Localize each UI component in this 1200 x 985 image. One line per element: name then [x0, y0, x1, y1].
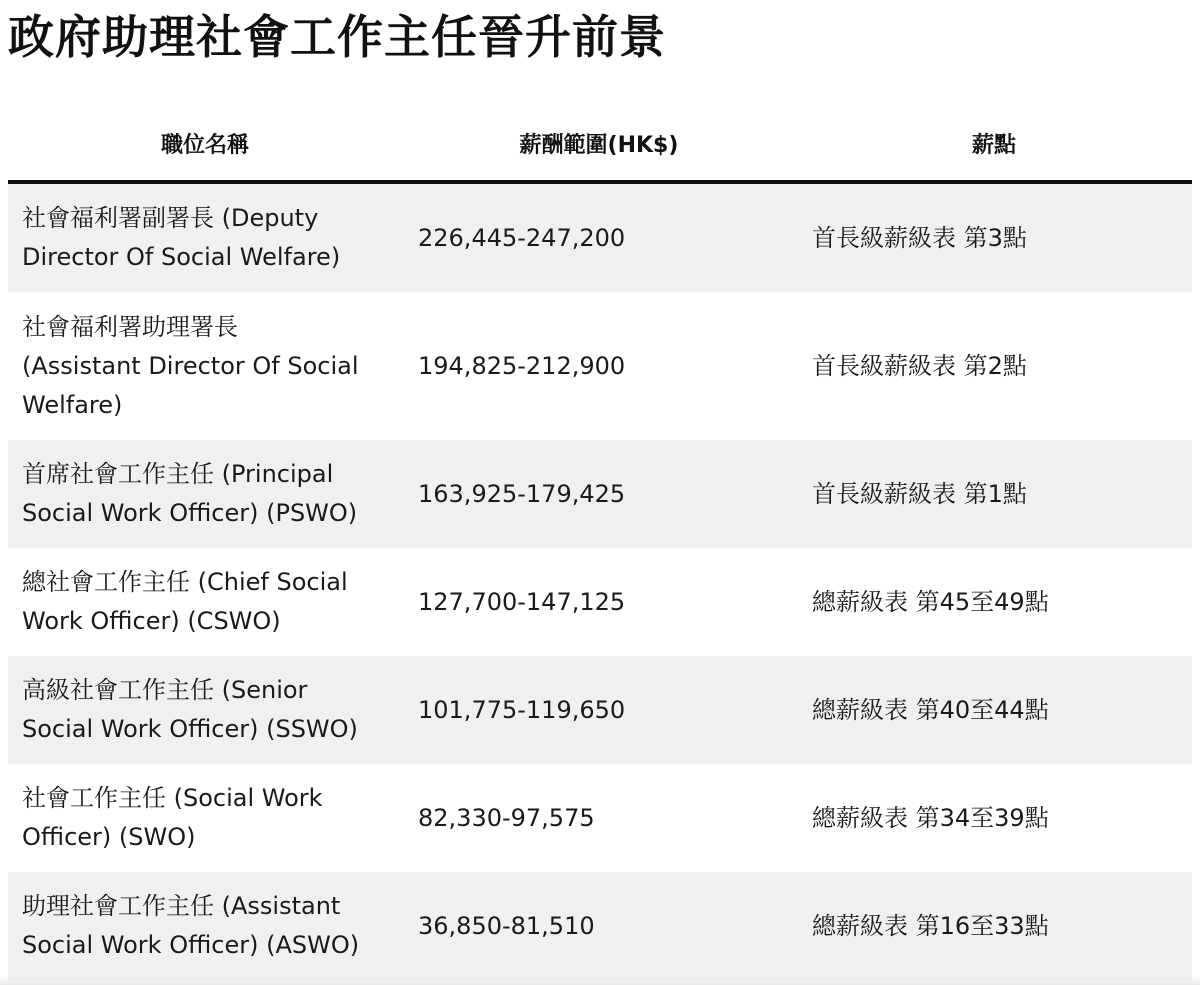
position-title-line: 社會工作主任 (Social Work [22, 784, 323, 812]
salary-range-cell: 101,775-119,650 [402, 656, 796, 764]
position-title-line: Welfare) [22, 390, 123, 419]
position-title-line: 首席社會工作主任 (Principal [22, 460, 334, 488]
pay-point-cell: 首長級薪級表 第3點 [796, 182, 1192, 292]
promotion-table [8, 106, 1192, 980]
position-title-line: Social Work Officer) (PSWO) [22, 499, 358, 527]
salary-range-cell: 194,825-212,900 [418, 351, 626, 380]
table-row [8, 656, 1192, 764]
position-title-cell [8, 548, 402, 656]
position-title-line: 高級社會工作主任 (Senior [22, 676, 308, 704]
salary-range-cell: 82,330-97,575 [418, 803, 595, 832]
position-title-line: 總社會工作主任 (Chief Social [22, 568, 348, 596]
pay-point-cell: 總薪級表 第40至44點 [796, 656, 1192, 764]
header-position-title: 職位名稱 [8, 106, 402, 182]
position-title-line: 助理社會工作主任 (Assistant [22, 892, 341, 920]
position-title-line: Social Work Officer) (ASWO) [22, 931, 360, 959]
pay-point-cell: 首長級薪級表 第1點 [796, 440, 1192, 548]
pay-point-cell: 總薪級表 第45至49點 [812, 587, 1049, 616]
position-title-cell [8, 764, 402, 872]
table-header-row [8, 106, 1192, 182]
position-title-cell [8, 656, 402, 764]
table-row [8, 548, 1192, 656]
position-title-line: Director Of Social Welfare) [22, 243, 341, 271]
salary-range-cell: 127,700-147,125 [418, 587, 626, 616]
table-row [8, 764, 1192, 872]
position-title-line: Social Work Officer) (SSWO) [22, 715, 358, 743]
position-title-line: 社會福利署副署長 (Deputy [22, 204, 319, 232]
position-title-cell [8, 182, 402, 292]
table-row [8, 872, 1192, 980]
position-title-line: 社會福利署助理署長 [22, 312, 238, 341]
position-title-cell [8, 872, 402, 980]
pay-point-cell: 首長級薪級表 第2點 [812, 351, 1027, 380]
salary-range-cell: 36,850-81,510 [402, 872, 796, 980]
page-title: 政府助理社會工作主任晉升前景 [8, 10, 666, 64]
bottom-edge-shadow [0, 975, 1200, 985]
position-title-line: Officer) (SWO) [22, 823, 196, 851]
position-title-line: Work Officer) (CSWO) [22, 607, 281, 635]
pay-point-cell: 總薪級表 第16至33點 [796, 872, 1192, 980]
salary-range-cell: 163,925-179,425 [402, 440, 796, 548]
table-row [8, 182, 1192, 292]
header-pay-point: 薪點 [796, 106, 1192, 182]
pay-point-cell: 總薪級表 第34至39點 [812, 803, 1049, 832]
position-title-cell [8, 440, 402, 548]
position-title-line: (Assistant Director Of Social [22, 351, 359, 380]
table-row [8, 440, 1192, 548]
salary-range-cell: 226,445-247,200 [402, 182, 796, 292]
header-salary-range: 薪酬範圍(HK$) [402, 106, 796, 182]
table-row [8, 292, 1192, 440]
position-title-cell [8, 292, 402, 440]
